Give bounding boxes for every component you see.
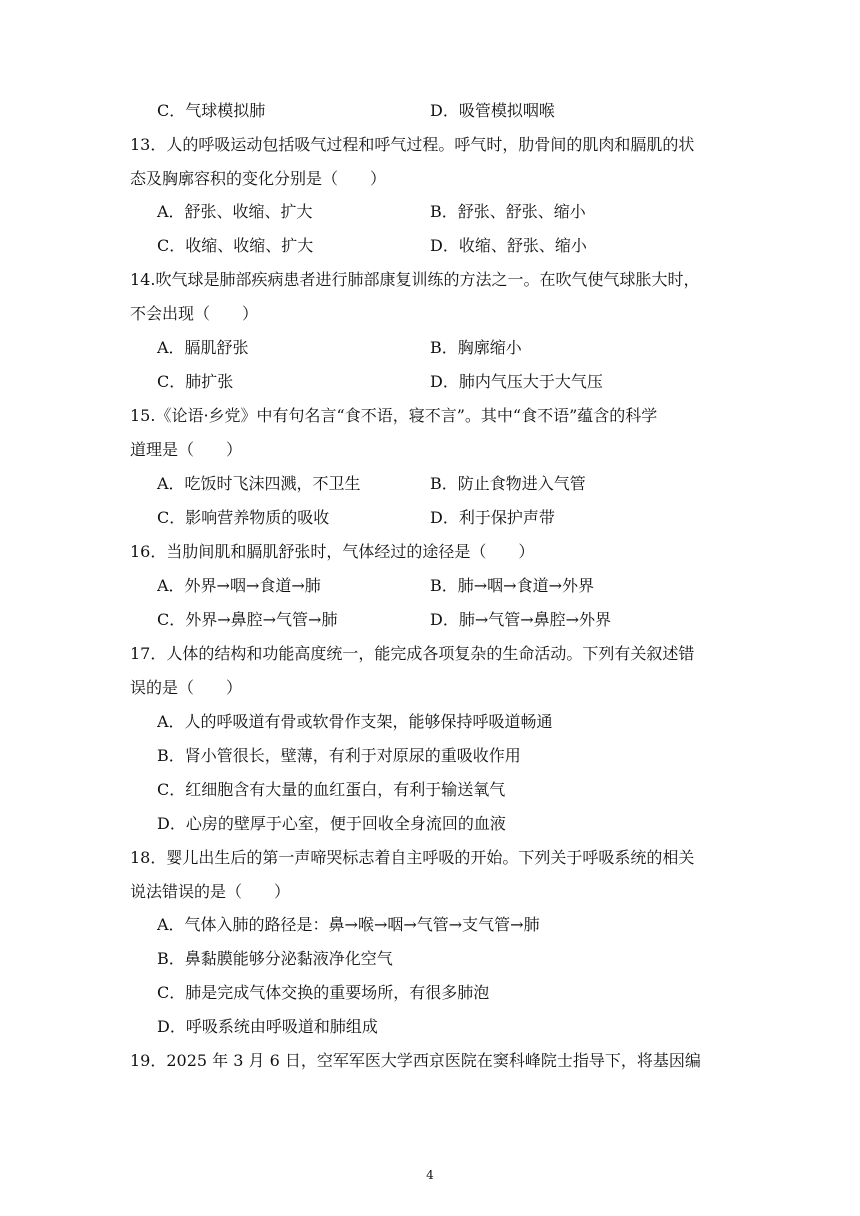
answer-option: B．鼻黏膜能够分泌黏液净化空气	[157, 949, 393, 968]
answer-option: A．吃饭时飞沫四溅，不卫生	[157, 474, 361, 493]
question-line: 不会出现（ ）	[130, 304, 259, 323]
answer-option: A．舒张、收缩、扩大	[157, 202, 313, 221]
answer-option: C．外界→鼻腔→气管→肺	[157, 610, 338, 629]
question-line: 说法错误的是（ ）	[130, 882, 291, 901]
answer-option: D．吸管模拟咽喉	[430, 101, 555, 120]
answer-option: B．舒张、舒张、缩小	[430, 202, 586, 221]
answer-option: B．肾小管很长，壁薄，有利于对原尿的重吸收作用	[157, 746, 521, 765]
answer-option: A．外界→咽→食道→肺	[157, 576, 321, 595]
question-line: 道理是（ ）	[130, 440, 243, 459]
answer-option: C．收缩、收缩、扩大	[157, 236, 314, 255]
answer-option: C．影响营养物质的吸收	[157, 508, 330, 527]
answer-option: D．收缩、舒张、缩小	[430, 236, 587, 255]
answer-option: C．气球模拟肺	[157, 101, 266, 120]
question-line: 16．当肋间肌和膈肌舒张时，气体经过的途径是（ ）	[130, 542, 535, 561]
answer-option: D．肺→气管→鼻腔→外界	[430, 610, 612, 629]
answer-option: B．防止食物进入气管	[430, 474, 586, 493]
question-line: 态及胸廓容积的变化分别是（ ）	[130, 169, 387, 188]
answer-option: A．人的呼吸道有骨或软骨作支架，能够保持呼吸道畅通	[157, 712, 553, 731]
question-line: 17．人体的结构和功能高度统一，能完成各项复杂的生命活动。下列有关叙述错	[130, 644, 695, 663]
answer-option: D．心房的壁厚于心室，便于回收全身流回的血液	[157, 814, 506, 833]
answer-option: D．利于保护声带	[430, 508, 555, 527]
question-line: 18．婴儿出生后的第一声啼哭标志着自主呼吸的开始。下列关于呼吸系统的相关	[130, 848, 695, 867]
answer-option: A．气体入肺的路径是：鼻→喉→咽→气管→支气管→肺	[157, 915, 540, 934]
answer-option: A．膈肌舒张	[157, 338, 249, 357]
page-number: 4	[426, 1168, 434, 1182]
question-line: 15.《论语·乡党》中有句名言“食不语，寝不言”。其中“食不语”蕴含的科学	[130, 406, 658, 425]
answer-option: B．胸廓缩小	[430, 338, 522, 357]
question-line: 误的是（ ）	[130, 678, 243, 697]
answer-option: C．肺扩张	[157, 372, 234, 391]
answer-option: D．肺内气压大于大气压	[430, 372, 603, 391]
question-line: 14.吹气球是肺部疾病患者进行肺部康复训练的方法之一。在吹气使气球胀大时，	[130, 270, 700, 289]
answer-option: D．呼吸系统由呼吸道和肺组成	[157, 1017, 378, 1036]
question-line: 13．人的呼吸运动包括吸气过程和呼气过程。呼气时，肋骨间的肌肉和膈肌的状	[130, 135, 695, 154]
question-line: 19．2025 年 3 月 6 日，空军军医大学西京医院在窦科峰院士指导下，将基因编	[130, 1051, 701, 1070]
answer-option: C．红细胞含有大量的血红蛋白，有利于输送氧气	[157, 780, 506, 799]
answer-option: B．肺→咽→食道→外界	[430, 576, 594, 595]
answer-option: C．肺是完成气体交换的重要场所，有很多肺泡	[157, 983, 490, 1002]
